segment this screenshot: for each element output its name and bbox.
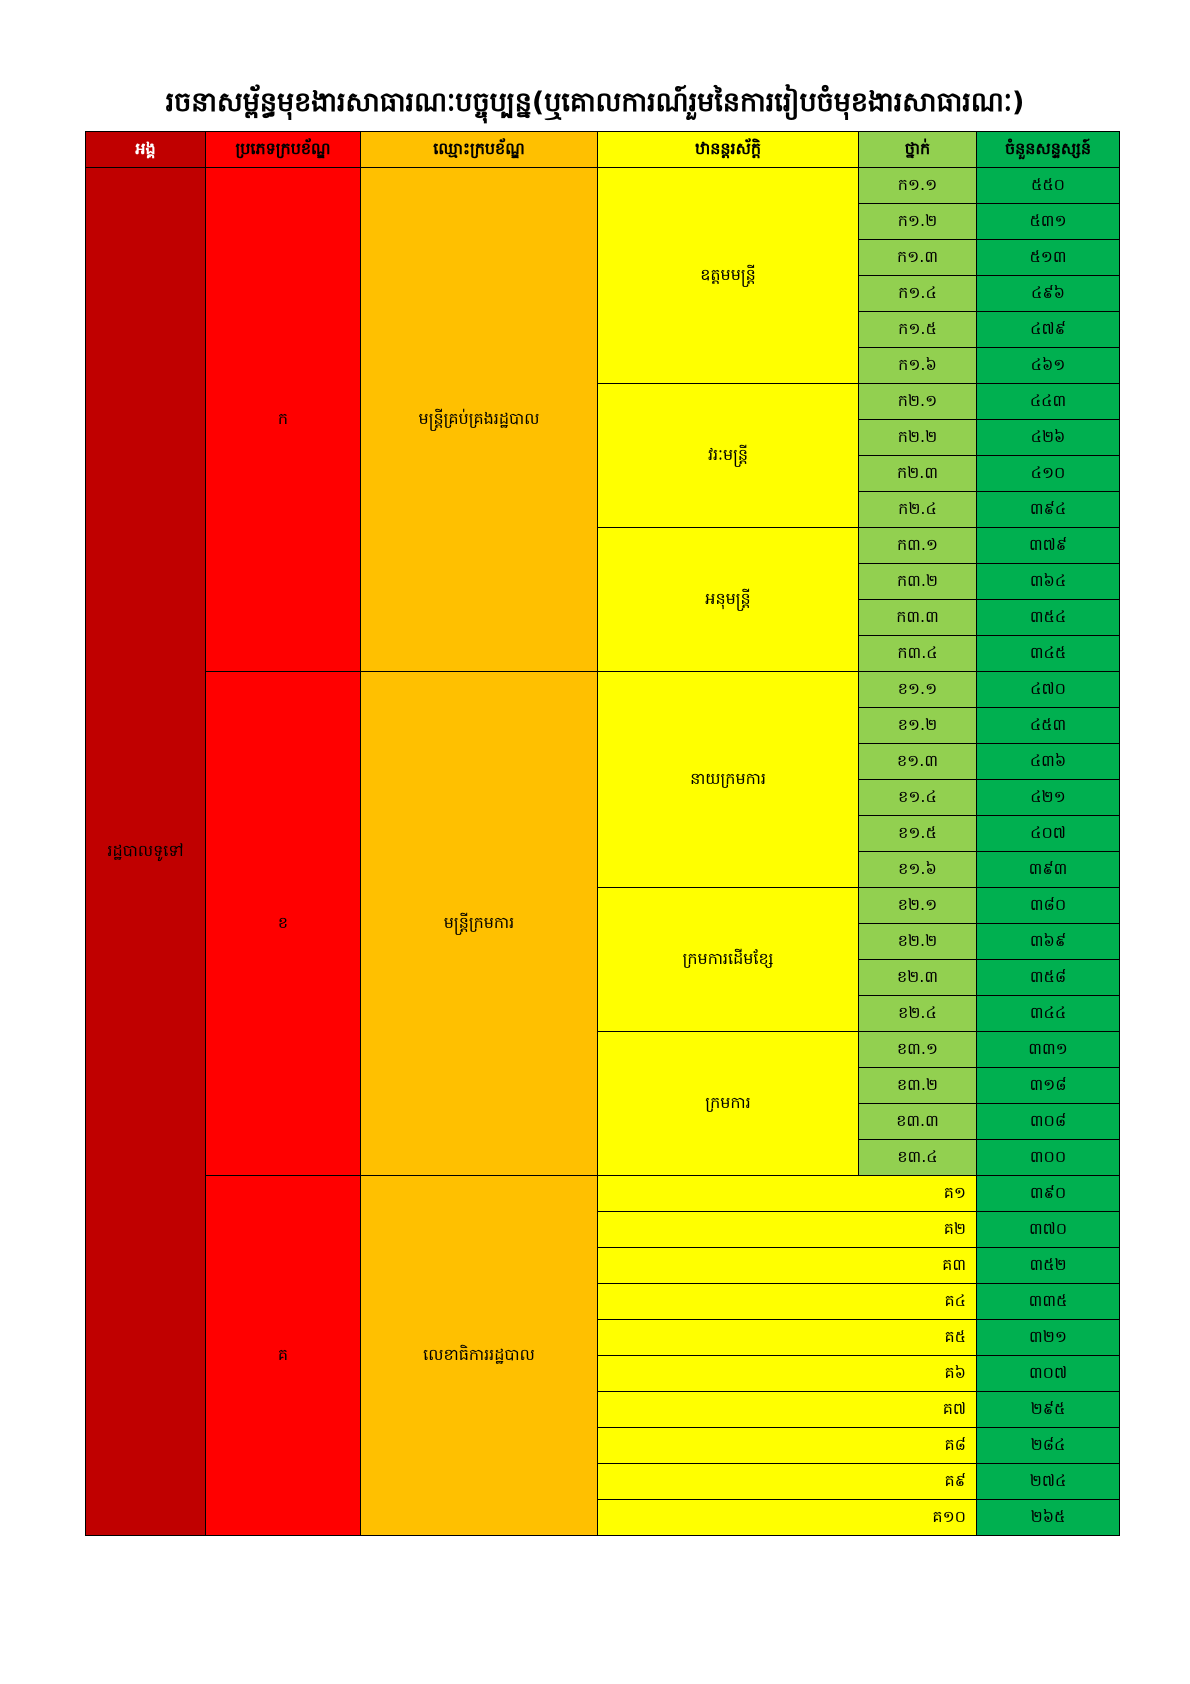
grade-cell: គ១០ xyxy=(598,1500,977,1536)
rank-title-cell: ឧត្តមមន្ត្រី xyxy=(598,168,859,384)
grade-cell: ក១.១ xyxy=(859,168,977,204)
points-cell: ៤៥៣ xyxy=(977,708,1120,744)
grade-cell: គ៩ xyxy=(598,1464,977,1500)
grade-cell: ខ៣.៣ xyxy=(859,1104,977,1140)
grade-cell: ខ៣.២ xyxy=(859,1068,977,1104)
points-cell: ៤២៦ xyxy=(977,420,1120,456)
points-cell: ៣៧៩ xyxy=(977,528,1120,564)
grade-cell: ក២.៤ xyxy=(859,492,977,528)
points-cell: ៣៤៤ xyxy=(977,996,1120,1032)
org-cell: រដ្ឋបាលទូទៅ xyxy=(86,168,206,1536)
grade-cell: គ៣ xyxy=(598,1248,977,1284)
category-code-cell: ក xyxy=(206,168,361,672)
points-cell: ៣២១ xyxy=(977,1320,1120,1356)
table-row xyxy=(86,168,1120,204)
rank-title-cell: ក្រមការ xyxy=(598,1032,859,1176)
grade-cell: ក២.១ xyxy=(859,384,977,420)
rank-title-cell: ក្រមការដើមខ្សែ xyxy=(598,888,859,1032)
points-cell: ២៦៥ xyxy=(977,1500,1120,1536)
header-points: ចំនួនសន្ទស្សន៍ xyxy=(977,132,1120,168)
grade-cell: ក១.៦ xyxy=(859,348,977,384)
header-org: អង្គ xyxy=(86,132,206,168)
points-cell: ៤៧៩ xyxy=(977,312,1120,348)
points-cell: ៥៣១ xyxy=(977,204,1120,240)
grade-cell: ក៣.៤ xyxy=(859,636,977,672)
points-cell: ៤០៧ xyxy=(977,816,1120,852)
grade-cell: ក៣.១ xyxy=(859,528,977,564)
grade-cell: ខ១.១ xyxy=(859,672,977,708)
points-cell: ៣៦៤ xyxy=(977,564,1120,600)
points-cell: ៣៨០ xyxy=(977,888,1120,924)
table-row xyxy=(86,672,1120,708)
points-cell: ២៩៥ xyxy=(977,1392,1120,1428)
points-cell: ៣៣១ xyxy=(977,1032,1120,1068)
grade-cell: ខ២.៤ xyxy=(859,996,977,1032)
points-cell: ៤៣៦ xyxy=(977,744,1120,780)
points-cell: ៣៧០ xyxy=(977,1212,1120,1248)
framework-name-cell: មន្ត្រីក្រមការ xyxy=(361,672,598,1176)
grade-cell: ខ១.៥ xyxy=(859,816,977,852)
points-cell: ៣៤៥ xyxy=(977,636,1120,672)
grade-cell: ក៣.២ xyxy=(859,564,977,600)
grade-cell: ខ២.៣ xyxy=(859,960,977,996)
points-cell: ៣៥៨ xyxy=(977,960,1120,996)
points-cell: ៣៩០ xyxy=(977,1176,1120,1212)
rank-title-cell: នាយក្រមការ xyxy=(598,672,859,888)
grade-cell: គ៥ xyxy=(598,1320,977,1356)
grade-cell: ខ៣.៤ xyxy=(859,1140,977,1176)
grade-cell: ខ១.៤ xyxy=(859,780,977,816)
points-cell: ២៧៤ xyxy=(977,1464,1120,1500)
points-cell: ៣៩៤ xyxy=(977,492,1120,528)
points-cell: ៤៩៦ xyxy=(977,276,1120,312)
header-rank-title: ឋានន្តរស័ក្តិ xyxy=(598,132,859,168)
grade-cell: ក៣.៣ xyxy=(859,600,977,636)
table-row xyxy=(86,1176,1120,1212)
grade-cell: ខ៣.១ xyxy=(859,1032,977,1068)
grade-cell: ក១.៤ xyxy=(859,276,977,312)
points-cell: ២៨៤ xyxy=(977,1428,1120,1464)
points-cell: ៤៤៣ xyxy=(977,384,1120,420)
points-cell: ៤៦១ xyxy=(977,348,1120,384)
points-cell: ៥៥០ xyxy=(977,168,1120,204)
points-cell: ៥១៣ xyxy=(977,240,1120,276)
points-cell: ៣៩៣ xyxy=(977,852,1120,888)
rank-title-cell: វរៈមន្ត្រី xyxy=(598,384,859,528)
grade-cell: គ២ xyxy=(598,1212,977,1248)
header-category: ប្រភេទក្របខ័ណ្ឌ xyxy=(206,132,361,168)
header-framework-name: ឈ្មោះក្របខ័ណ្ឌ xyxy=(361,132,598,168)
category-code-cell: ខ xyxy=(206,672,361,1176)
grade-cell: ខ១.៣ xyxy=(859,744,977,780)
points-cell: ៣០០ xyxy=(977,1140,1120,1176)
grade-cell: ខ២.២ xyxy=(859,924,977,960)
points-cell: ៣០៨ xyxy=(977,1104,1120,1140)
rank-title-cell: អនុមន្ត្រី xyxy=(598,528,859,672)
points-cell: ៣០៧ xyxy=(977,1356,1120,1392)
points-cell: ៣៥៤ xyxy=(977,600,1120,636)
page-title: រចនាសម្ព័ន្ធមុខងារសាធារណៈបច្ចុប្បន្ន(ឬគោលការណ៍រួមនៃការរៀបចំមុខងារសាធារណៈ) xyxy=(165,87,1025,118)
points-cell: ៣៣៥ xyxy=(977,1284,1120,1320)
grade-cell: ក១.៣ xyxy=(859,240,977,276)
header-row xyxy=(86,132,1120,168)
framework-name-cell: លេខាធិការរដ្ឋបាល xyxy=(361,1176,598,1536)
grade-cell: គ៧ xyxy=(598,1392,977,1428)
grade-cell: ក១.២ xyxy=(859,204,977,240)
grade-cell: ខ២.១ xyxy=(859,888,977,924)
grade-cell: ក១.៥ xyxy=(859,312,977,348)
grade-cell: គ៨ xyxy=(598,1428,977,1464)
grade-cell: គ៤ xyxy=(598,1284,977,1320)
header-grade: ថ្នាក់ xyxy=(859,132,977,168)
points-cell: ៣១៨ xyxy=(977,1068,1120,1104)
points-cell: ៤២១ xyxy=(977,780,1120,816)
category-code-cell: គ xyxy=(206,1176,361,1536)
points-cell: ៤៧០ xyxy=(977,672,1120,708)
grade-cell: ខ១.៦ xyxy=(859,852,977,888)
grade-cell: គ១ xyxy=(598,1176,977,1212)
framework-table xyxy=(85,131,1120,1536)
points-cell: ៣៦៩ xyxy=(977,924,1120,960)
framework-name-cell: មន្ត្រីគ្រប់គ្រងរដ្ឋបាល xyxy=(361,168,598,672)
grade-cell: ក២.៣ xyxy=(859,456,977,492)
grade-cell: គ៦ xyxy=(598,1356,977,1392)
grade-cell: ខ១.២ xyxy=(859,708,977,744)
points-cell: ៣៥២ xyxy=(977,1248,1120,1284)
points-cell: ៤១០ xyxy=(977,456,1120,492)
grade-cell: ក២.២ xyxy=(859,420,977,456)
